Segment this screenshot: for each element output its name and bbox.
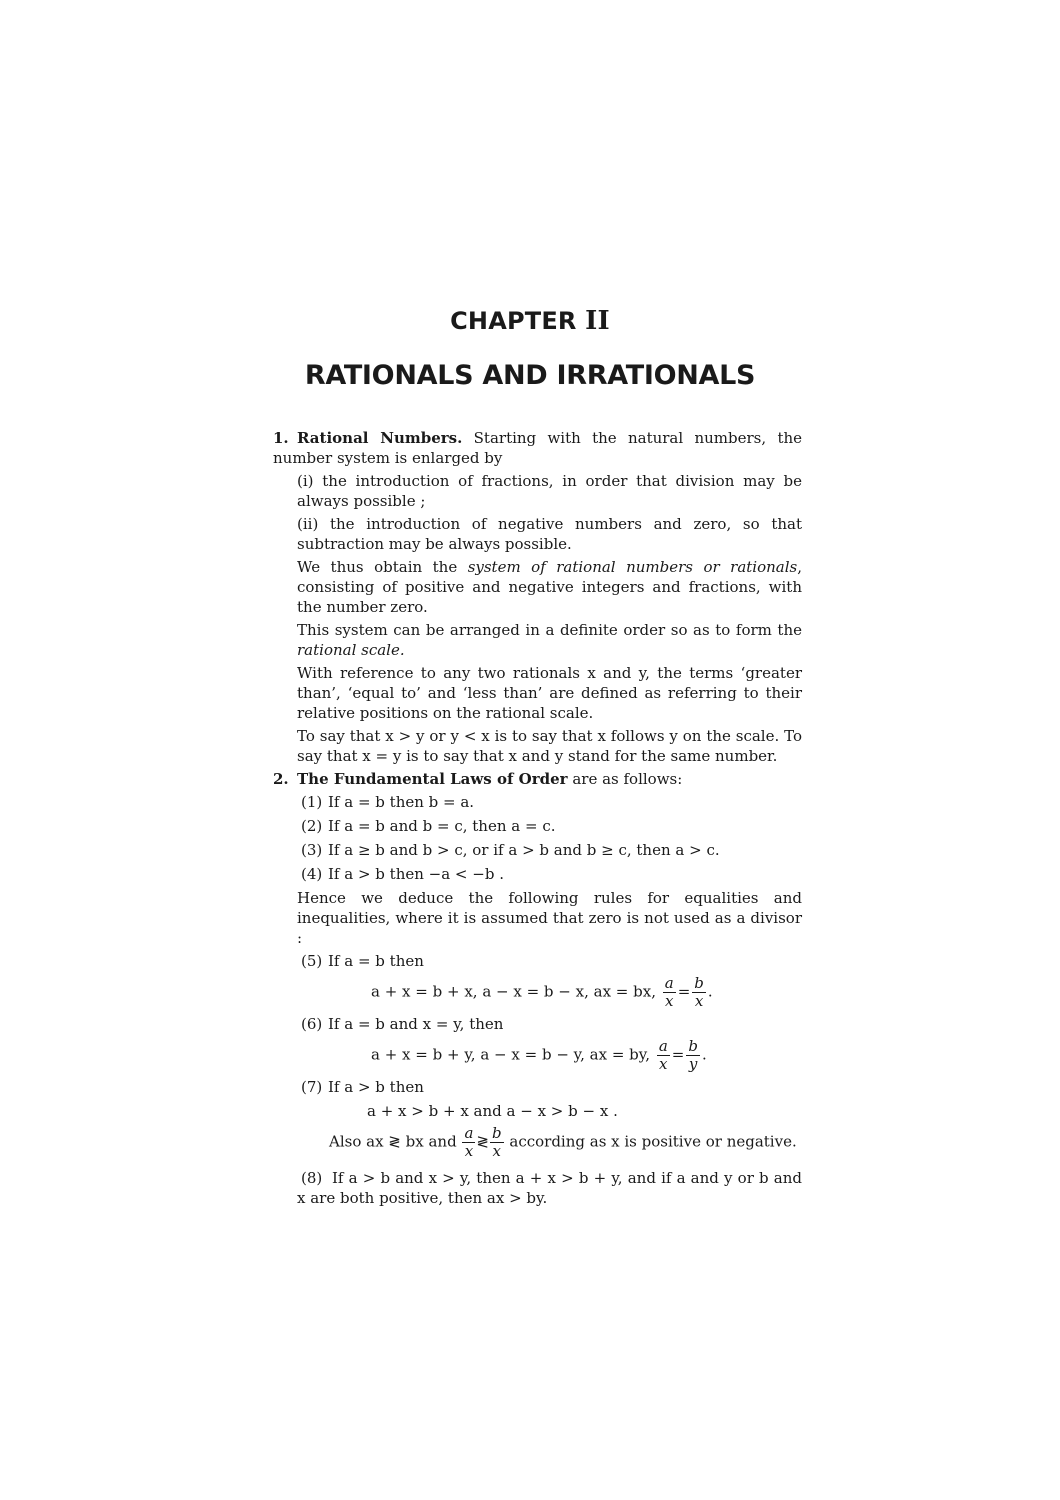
rule-4-number: (4) [301,865,323,883]
fraction-numerator: b [694,974,704,992]
section-1-reference: With reference to any two rationals x and y, the terms ‘greater than’, ‘equal to’ and ‘less than’ are defined as referring to their relative positions on the rational scale. [297,664,802,722]
rule-5 [301,951,802,971]
rule-7-also: Also ax ≷ bx and $\frac{a}{x}$ ≷ $\frac{b}{x}$ according as x is positive or negative. [329,1124,797,1160]
rule-5-fraction-a [663,975,676,1010]
rule-7-also-pre: Also ax ≷ bx and [329,1132,457,1151]
section-2-intro [273,769,802,789]
section-1-intro-text: Starting with the natural numbers, the number system is enlarged by [273,429,803,467]
chapter-heading [0,306,1060,336]
rule-1-number: (1) [301,793,323,811]
rule-1-text: If a = b then b = a. [328,793,475,811]
obtain-post: , consisting of positive and negative integers and fractions, with the number zero. [297,558,802,616]
rule-6-fraction-b [686,1038,700,1073]
fraction-denominator: x [464,1142,474,1160]
rule-5-fraction-b [692,975,706,1010]
rule-5-formula-text: a + x = b + x, a − x = b − x, ax = bx, [371,982,656,1001]
section-1-tosay: To say that x > y or y < x is to say that x follows y on the scale. To say that x = y is to say that x and y stand for the same number. [297,727,802,765]
fraction-denominator: x [664,992,674,1010]
section-1-intro [273,428,802,468]
fraction-numerator: b [688,1037,698,1055]
section-1-number: 1. [273,429,289,447]
rule-2-text: If a = b and b = c, then a = c. [328,817,556,835]
rule-5-formula: a + x = b + x, a − x = b − x, ax = bx, $\frac{a}{x}$ = $\frac{b}{x}$ . [371,974,713,1010]
rule-3 [301,840,802,860]
rule-7-number: (7) [301,1078,323,1096]
rule-3-number: (3) [301,841,323,859]
fraction-denominator: y [688,1055,698,1073]
rule-8 [297,1168,802,1208]
section-2-heading: The Fundamental Laws of Order [297,770,568,788]
obtain-pre: We thus obtain the [297,558,468,576]
section-2-intro-text: are as follows: [567,770,683,788]
chapter-label: CHAPTER [450,307,577,335]
scale-em: rational scale. [297,641,405,659]
rule-4 [301,864,802,884]
rule-6-formula-text: a + x = b + y, a − x = b − y, ax = by, [371,1045,651,1064]
rule-1 [301,792,802,812]
rule-7-text: If a > b then [328,1078,424,1096]
fraction-denominator: x [492,1142,502,1160]
rule-5-number: (5) [301,952,323,970]
rule-8-text: If a > b and x > y, then a + x > b + y, and if a and y or b and x are both positive, then ax > by. [297,1169,802,1207]
fraction-denominator: x [694,992,704,1010]
rule-6-text: If a = b and x = y, then [328,1015,504,1033]
chapter-title: RATIONALS AND IRRATIONALS [304,360,756,391]
section-1-item-ii: (ii) the introduction of negative numbers and zero, so that subtraction may be always possible. [297,515,802,553]
section-1-item-i: (i) the introduction of fractions, in order that division may be always possible ; [297,472,802,510]
scale-pre: This system can be arranged in a definite order so as to form the [297,621,802,639]
rule-6 [301,1014,802,1034]
rule-7-fraction-b [490,1125,504,1160]
section-1-obtain [297,557,802,617]
chapter-body [273,428,803,1211]
section-1-scale [297,620,802,660]
section-2-hence: Hence we deduce the following rules for equalities and inequalities, where it is assumed that zero is not used as a divisor : [297,889,802,947]
rule-8-number: (8) [301,1169,323,1187]
rule-3-text: If a ≥ b and b > c, or if a > b and b ≥ c, then a > c. [328,841,720,859]
rule-5-text: If a = b then [328,952,424,970]
fraction-denominator: x [659,1055,668,1073]
obtain-em: system of rational numbers or rationals [467,558,798,576]
section-1-heading: Rational Numbers. [297,429,463,447]
section-2-number: 2. [273,770,289,788]
chapter-number: II [585,306,610,336]
rule-2 [301,816,802,836]
rule-7-formula: a + x > b + x and a − x > b − x . [367,1102,618,1120]
fraction-numerator: a [464,1124,474,1142]
rule-7-also-post: according as x is positive or negative. [509,1132,797,1151]
rule-6-number: (6) [301,1015,323,1033]
fraction-numerator: a [664,974,674,992]
fraction-numerator: b [491,1124,502,1142]
rule-2-number: (2) [301,817,323,835]
rule-6-fraction-a [657,1038,670,1073]
fraction-numerator: a [658,1037,668,1055]
rule-4-text: If a > b then −a < −b . [328,865,504,883]
rule-6-formula: a + x = b + y, a − x = b − y, ax = by, $\frac{a}{x}$ = $\frac{b}{y}$ . [371,1037,707,1073]
rule-7-fraction-a [462,1125,475,1160]
rule-7 [301,1077,802,1097]
